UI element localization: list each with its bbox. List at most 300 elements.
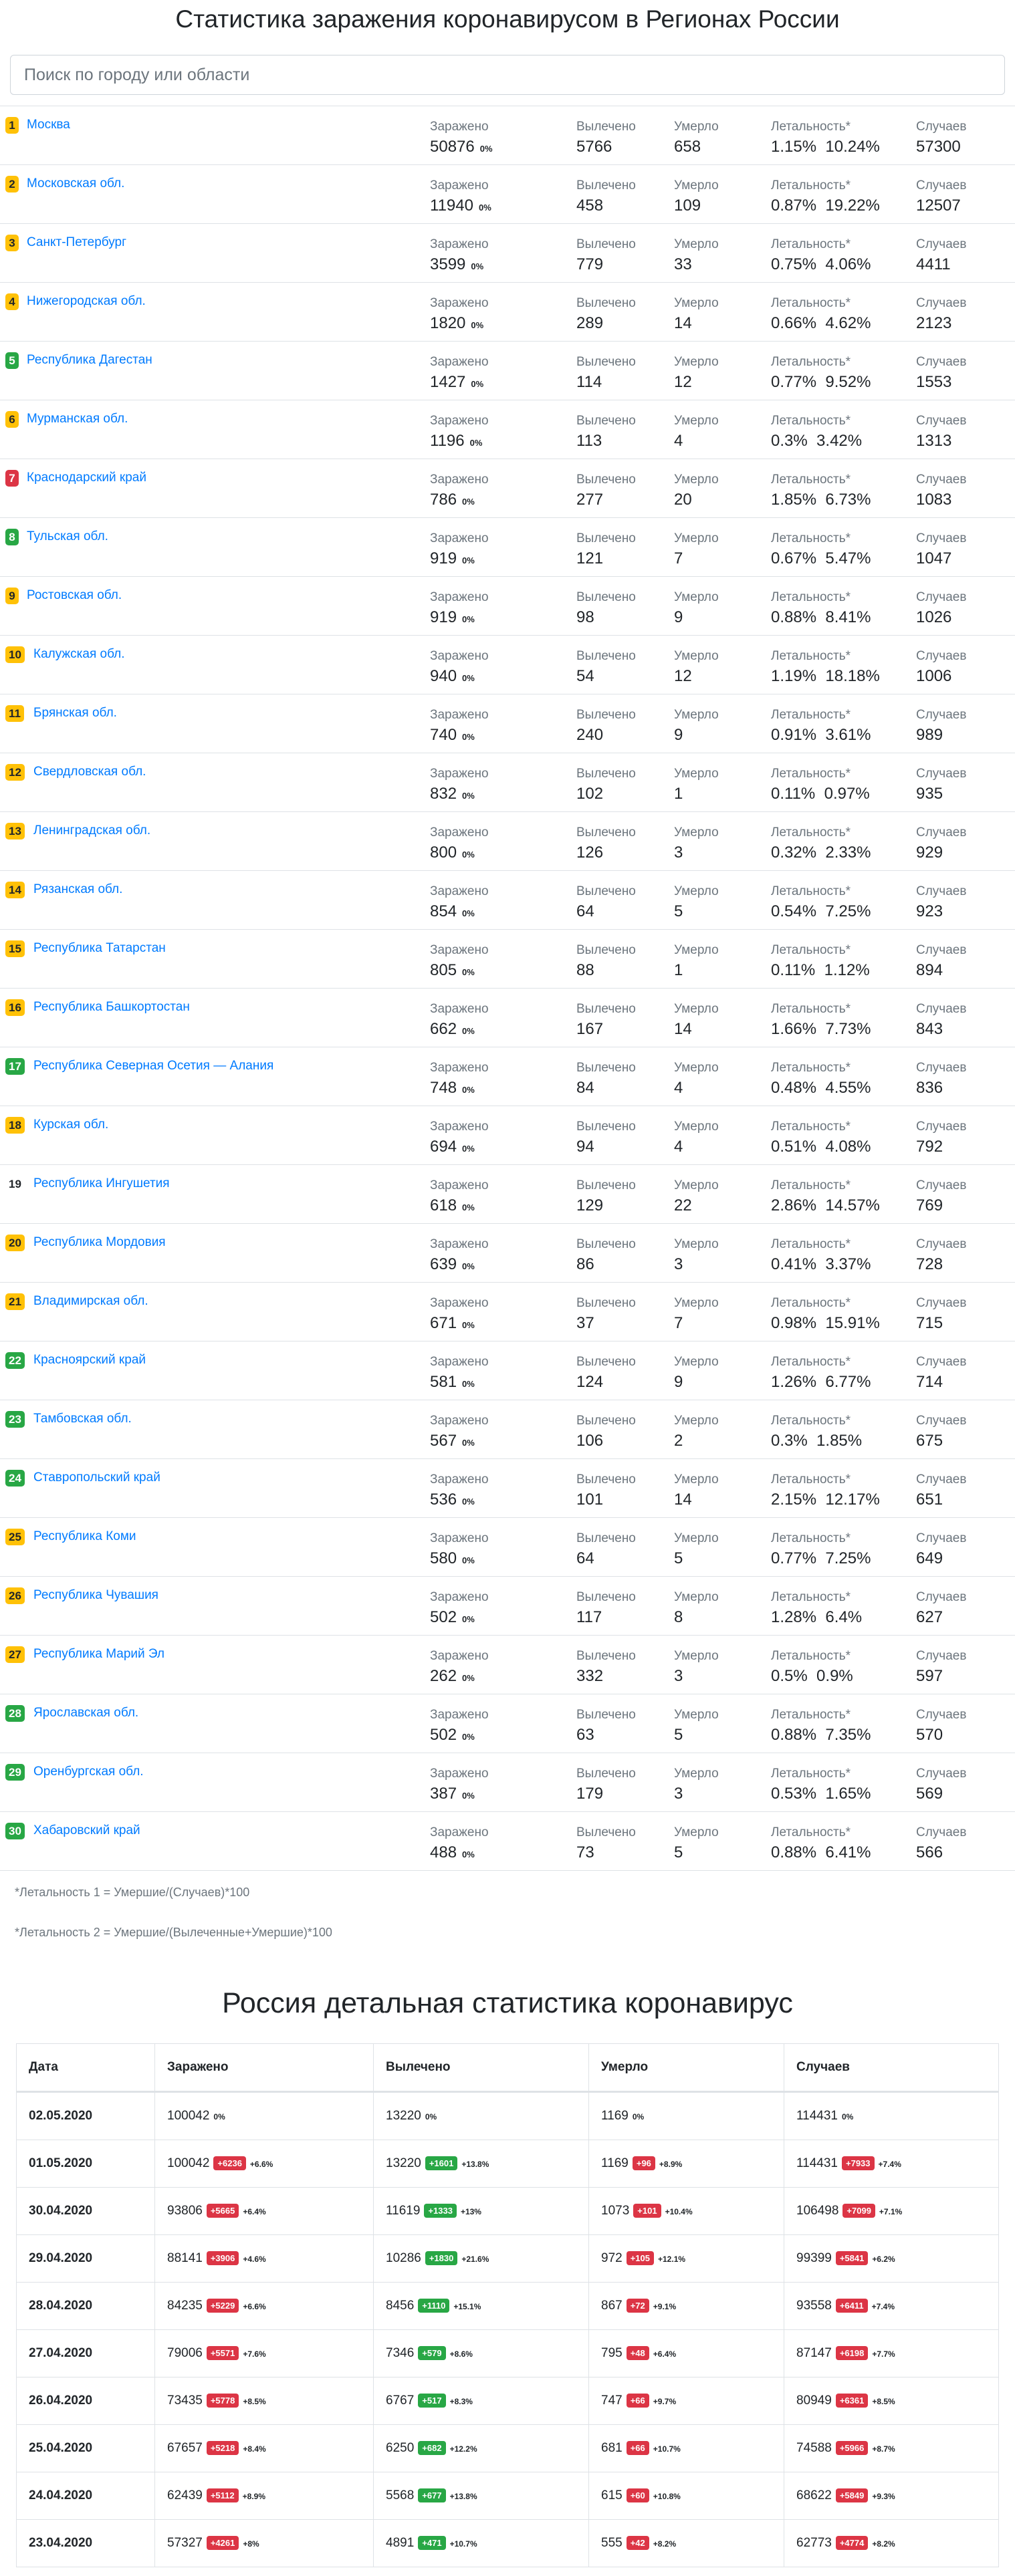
region-link[interactable]: Красноярский край [33, 1353, 146, 1367]
recovered-label: Вылечено [576, 943, 636, 957]
rec-value: 5568 [386, 2488, 415, 2502]
cases-delta-badge: +6361 [836, 2394, 869, 2408]
infected-label: Заражено [430, 1178, 489, 1192]
lethality-1: 0.88% [771, 1843, 817, 1861]
inf-delta-pct: +7.6% [243, 2349, 266, 2359]
inf-value: 88141 [167, 2251, 203, 2265]
cases-cell [784, 2330, 999, 2377]
region-link[interactable]: Рязанская обл. [33, 882, 123, 896]
region-link[interactable]: Брянская обл. [33, 706, 117, 720]
recovered-cell [374, 2425, 589, 2472]
lethality-value [771, 1726, 871, 1745]
recovered-label: Вылечено [576, 1531, 636, 1545]
region-row [0, 224, 1015, 283]
region-link[interactable]: Республика Мордовия [33, 1235, 166, 1249]
rank-badge: 24 [5, 1470, 25, 1487]
lethality-2: 12.17% [825, 1491, 880, 1509]
cases-label: Случаев [916, 1178, 967, 1192]
infected-pct: 0% [462, 1202, 475, 1212]
recovered-value: 54 [576, 667, 594, 685]
infected-value [430, 373, 483, 392]
lethality-label: Летальность* [771, 473, 851, 487]
cases-cell [784, 2472, 999, 2520]
rec-delta-pct: +8.6% [449, 2349, 473, 2359]
region-link[interactable]: Республика Башкортостан [33, 1000, 190, 1014]
region-link[interactable]: Ярославская обл. [33, 1706, 139, 1720]
died-value: 12 [674, 667, 692, 685]
cases-delta-badge: +6411 [836, 2299, 868, 2313]
infected-label: Заражено [430, 943, 489, 957]
lethality-2: 3.42% [816, 432, 863, 450]
recovered-cell [374, 2283, 589, 2330]
recovered-value: 37 [576, 1314, 594, 1332]
rank-badge: 18 [5, 1117, 25, 1134]
recovered-label: Вылечено [576, 296, 636, 310]
recovered-cell [374, 2520, 589, 2567]
recovered-label: Вылечено [576, 1472, 636, 1487]
region-row [0, 694, 1015, 753]
infected-count: 488 [430, 1843, 457, 1861]
recovered-value: 101 [576, 1491, 604, 1509]
lethality-1: 1.85% [771, 491, 817, 509]
cases-value: 12507 [916, 197, 961, 215]
died-value: 4 [674, 1138, 683, 1156]
cases-value: 106498 [796, 2204, 839, 2218]
header-recovered: Вылечено [374, 2044, 589, 2092]
cases-value: 569 [916, 1785, 943, 1803]
rank-badge: 12 [5, 764, 25, 781]
cases-cell [784, 2235, 999, 2283]
region-link[interactable]: Краснодарский край [27, 471, 146, 485]
region-link[interactable]: Владимирская обл. [33, 1294, 148, 1308]
region-row [0, 1459, 1015, 1518]
died-label: Умерло [674, 767, 719, 781]
rec-delta-badge: +1110 [418, 2299, 449, 2313]
infected-value [430, 138, 493, 156]
cases-value: 99399 [796, 2251, 832, 2265]
rank-badge: 2 [5, 176, 19, 192]
cases-value: 675 [916, 1432, 943, 1450]
lethality-label: Летальность* [771, 1414, 851, 1428]
rec-delta-pct: 0% [425, 2112, 437, 2121]
search-container [0, 40, 1015, 95]
recovered-label: Вылечено [576, 590, 636, 604]
lethality-value [771, 785, 870, 803]
date-cell: 28.04.2020 [17, 2283, 155, 2330]
infected-pct: 0% [479, 144, 493, 154]
recovered-cell [374, 2330, 589, 2377]
died-delta-badge: +66 [627, 2394, 649, 2408]
date-cell: 24.04.2020 [17, 2472, 155, 2520]
infected-count: 832 [430, 785, 457, 803]
lethality-2: 4.62% [825, 314, 871, 332]
rank-badge: 8 [5, 529, 19, 545]
infected-cell [155, 2520, 374, 2567]
region-link[interactable]: Республика Чувашия [33, 1588, 158, 1602]
lethality-value [771, 1608, 862, 1627]
inf-delta-pct: +8.4% [243, 2444, 266, 2454]
died-label: Умерло [674, 1649, 719, 1663]
recovered-value: 117 [576, 1608, 602, 1626]
lethality-label: Летальность* [771, 237, 851, 251]
infected-value [430, 1255, 475, 1274]
lethality-1: 0.53% [771, 1785, 817, 1803]
rank-badge: 10 [5, 646, 25, 663]
rec-delta-pct: +8.3% [449, 2397, 473, 2406]
lethality-label: Летальность* [771, 178, 851, 192]
lethality-2: 3.37% [825, 1255, 871, 1273]
table-row [17, 2425, 999, 2472]
recovered-value: 332 [576, 1667, 604, 1685]
lethality-label: Летальность* [771, 1355, 851, 1369]
died-value: 7 [674, 1314, 683, 1332]
lethality-2: 6.41% [825, 1843, 871, 1861]
cases-value: 68622 [796, 2488, 832, 2502]
infected-value [430, 785, 475, 803]
infected-label: Заражено [430, 825, 489, 840]
infected-count: 805 [430, 961, 457, 979]
recovered-label: Вылечено [576, 708, 636, 722]
infected-label: Заражено [430, 296, 489, 310]
recovered-value: 102 [576, 785, 604, 803]
recovered-value: 289 [576, 314, 604, 332]
lethality-2: 6.73% [825, 491, 871, 509]
infected-pct: 0% [462, 1438, 475, 1448]
region-link[interactable]: Нижегородская обл. [27, 294, 146, 308]
died-delta-badge: +42 [627, 2536, 649, 2550]
lethality-1: 0.98% [771, 1314, 817, 1332]
table-row [17, 2092, 999, 2140]
cases-label: Случаев [916, 178, 967, 192]
infected-label: Заражено [430, 1120, 489, 1134]
daily-stats-title: Россия детальная статистика коронавирус [222, 1987, 793, 2019]
header-cases: Случаев [784, 2044, 999, 2092]
infected-pct: 0% [462, 555, 475, 565]
cases-label: Случаев [916, 649, 967, 663]
infected-pct: 0% [462, 1673, 475, 1683]
lethality-value [771, 1079, 871, 1098]
recovered-value: 240 [576, 726, 604, 744]
cases-cell [784, 2425, 999, 2472]
infected-cell [155, 2425, 374, 2472]
died-label: Умерло [674, 1708, 719, 1722]
died-label: Умерло [674, 1414, 719, 1428]
lethality-1: 0.51% [771, 1138, 817, 1156]
died-value: 5 [674, 1843, 683, 1861]
region-row [0, 165, 1015, 224]
recovered-label: Вылечено [576, 1237, 636, 1251]
cases-delta-pct: +9.3% [872, 2492, 895, 2501]
region-row [0, 871, 1015, 930]
rec-delta-pct: +21.6% [461, 2255, 489, 2264]
infected-label: Заражено [430, 1531, 489, 1545]
died-value: 2 [674, 1432, 683, 1450]
cases-delta-pct: +7.4% [878, 2160, 901, 2169]
died-value: 4 [674, 432, 683, 450]
region-link[interactable]: Москва [27, 118, 70, 132]
date-cell: 23.04.2020 [17, 2520, 155, 2567]
region-link[interactable]: Хабаровский край [33, 1823, 140, 1837]
region-link[interactable]: Свердловская обл. [33, 765, 146, 779]
infected-count: 1820 [430, 314, 466, 332]
died-value: 5 [674, 902, 683, 920]
cases-delta-badge: +7099 [842, 2204, 875, 2218]
search-input[interactable] [10, 55, 1005, 95]
lethality-label: Летальность* [771, 531, 851, 545]
region-link[interactable]: Республика Ингушетия [33, 1176, 170, 1190]
died-label: Умерло [674, 473, 719, 487]
infected-pct: 0% [471, 320, 484, 330]
died-delta-badge: +105 [627, 2251, 654, 2265]
infected-value [430, 1373, 475, 1392]
inf-delta-pct: +4.6% [243, 2255, 266, 2264]
rank-badge: 4 [5, 293, 19, 310]
cases-delta-badge: +5966 [836, 2441, 869, 2455]
rec-value: 10286 [386, 2251, 421, 2265]
lethality-value [771, 961, 870, 980]
infected-value [430, 197, 491, 215]
cases-value: 929 [916, 844, 943, 862]
cases-label: Случаев [916, 237, 967, 251]
recovered-value: 277 [576, 491, 604, 509]
infected-count: 567 [430, 1432, 457, 1450]
region-link[interactable]: Курская обл. [33, 1118, 109, 1132]
cases-value: 80949 [796, 2394, 832, 2408]
infected-value [430, 1843, 475, 1862]
region-link[interactable]: Мурманская обл. [27, 412, 128, 426]
lethality-2: 19.22% [825, 197, 880, 215]
lethality-value [771, 1255, 871, 1274]
infected-pct: 0% [462, 1261, 475, 1271]
died-label: Умерло [674, 120, 719, 134]
lethality-value [771, 1373, 871, 1392]
lethality-value [771, 432, 862, 450]
lethality-2: 3.61% [825, 726, 871, 744]
lethality-1: 0.91% [771, 726, 817, 744]
lethality-value [771, 844, 871, 862]
region-link[interactable]: Республика Дагестан [27, 353, 152, 367]
died-label: Умерло [674, 1825, 719, 1839]
died-label: Умерло [674, 237, 719, 251]
died-value: 9 [674, 726, 683, 744]
cases-value: 836 [916, 1079, 943, 1097]
region-link[interactable]: Московская обл. [27, 176, 125, 190]
lethality-2: 8.41% [825, 608, 871, 626]
infected-pct: 0% [462, 1732, 475, 1742]
infected-pct: 0% [462, 1026, 475, 1036]
lethality-2: 1.85% [816, 1432, 863, 1450]
lethality-label: Летальность* [771, 1237, 851, 1251]
lethality-1: 1.15% [771, 138, 817, 156]
rank-badge: 1 [5, 117, 19, 134]
infected-value [430, 1726, 475, 1745]
cases-value: 769 [916, 1196, 943, 1214]
lethality-1: 0.87% [771, 197, 817, 215]
cases-cell [784, 2188, 999, 2235]
infected-value [430, 844, 475, 862]
lethality-1: 0.41% [771, 1255, 817, 1273]
region-link[interactable]: Республика Коми [33, 1529, 136, 1543]
rank-badge: 23 [5, 1411, 25, 1428]
died-cell [589, 2520, 784, 2567]
died-value: 5 [674, 1726, 683, 1744]
cases-cell [784, 2377, 999, 2425]
lethality-1: 0.3% [771, 432, 808, 450]
lethality-value [771, 549, 871, 568]
infected-pct: 0% [462, 850, 475, 860]
died-value: 4 [674, 1079, 683, 1097]
died-value: 14 [674, 1020, 692, 1038]
infected-label: Заражено [430, 1237, 489, 1251]
cases-delta-badge: +4774 [836, 2536, 869, 2550]
died-delta-pct: +8.2% [653, 2539, 677, 2549]
infected-count: 502 [430, 1726, 457, 1744]
cases-delta-badge: +5849 [836, 2488, 869, 2502]
region-row [0, 106, 1015, 165]
cases-delta-badge: +5841 [836, 2251, 869, 2265]
infected-label: Заражено [430, 1708, 489, 1722]
lethality-label: Летальность* [771, 1472, 851, 1487]
region-link[interactable]: Ростовская обл. [27, 588, 122, 602]
infected-cell [155, 2330, 374, 2377]
died-label: Умерло [674, 884, 719, 898]
died-cell [589, 2472, 784, 2520]
infected-value [430, 1196, 475, 1215]
cases-label: Случаев [916, 355, 967, 369]
lethality-2: 4.06% [825, 255, 871, 273]
cases-label: Случаев [916, 1237, 967, 1251]
lethality-2: 7.25% [825, 1549, 871, 1567]
inf-value: 93806 [167, 2204, 203, 2218]
died-delta-pct: 0% [632, 2112, 645, 2121]
infected-value [430, 667, 475, 686]
died-cell [589, 2377, 784, 2425]
region-link[interactable]: Ленинградская обл. [33, 823, 151, 838]
infected-count: 580 [430, 1549, 457, 1567]
lethality-value [771, 1196, 880, 1215]
infected-count: 1427 [430, 373, 466, 391]
recovered-cell [374, 2472, 589, 2520]
inf-delta-pct: +8% [243, 2539, 259, 2549]
region-row [0, 459, 1015, 518]
recovered-value: 129 [576, 1196, 604, 1214]
table-row [17, 2188, 999, 2235]
region-link[interactable]: Республика Татарстан [33, 941, 166, 955]
infected-label: Заражено [430, 1825, 489, 1839]
rank-badge: 6 [5, 411, 19, 428]
rec-delta-badge: +682 [418, 2441, 445, 2455]
died-label: Умерло [674, 1767, 719, 1781]
recovered-label: Вылечено [576, 178, 636, 192]
infected-count: 786 [430, 491, 457, 509]
lethality-1: 1.19% [771, 667, 817, 685]
inf-value: 57327 [167, 2536, 203, 2550]
died-value: 1073 [601, 2204, 630, 2218]
infected-pct: 0% [462, 967, 475, 977]
cases-value: 62773 [796, 2536, 832, 2550]
died-cell [589, 2092, 784, 2140]
died-value: 1169 [601, 2109, 629, 2123]
inf-delta-pct: +6.6% [243, 2302, 266, 2311]
region-link[interactable]: Тульская обл. [27, 529, 108, 543]
rank-badge: 9 [5, 588, 19, 604]
cases-value: 2123 [916, 314, 952, 332]
table-row [17, 2472, 999, 2520]
cases-label: Случаев [916, 825, 967, 840]
lethality-1: 0.75% [771, 255, 817, 273]
died-delta-pct: +9.1% [653, 2302, 677, 2311]
cases-value: 1313 [916, 432, 952, 450]
infected-pct: 0% [462, 908, 475, 918]
cases-label: Случаев [916, 120, 967, 134]
died-cell [589, 2140, 784, 2188]
died-delta-pct: +9.7% [653, 2397, 677, 2406]
lethality-2: 7.25% [825, 902, 871, 920]
region-link[interactable]: Санкт-Петербург [27, 235, 127, 249]
cases-value: 989 [916, 726, 943, 744]
infected-cell [155, 2140, 374, 2188]
lethality-1: 2.15% [771, 1491, 817, 1509]
recovered-label: Вылечено [576, 1178, 636, 1192]
lethality-1: 0.67% [771, 549, 817, 567]
header-died: Умерло [589, 2044, 784, 2092]
region-row [0, 1636, 1015, 1694]
cases-value: 570 [916, 1726, 943, 1744]
cases-delta-pct: +7.1% [879, 2207, 903, 2216]
infected-label: Заражено [430, 1649, 489, 1663]
infected-pct: 0% [462, 1085, 475, 1095]
region-row [0, 283, 1015, 342]
lethality-label: Летальность* [771, 414, 851, 428]
recovered-label: Вылечено [576, 120, 636, 134]
region-link[interactable]: Ставропольский край [33, 1470, 160, 1485]
region-row [0, 342, 1015, 400]
region-link[interactable]: Республика Марий Эл [33, 1647, 165, 1661]
cases-value: 792 [916, 1138, 943, 1156]
region-link[interactable]: Оренбургская обл. [33, 1765, 144, 1779]
region-link[interactable]: Республика Северная Осетия — Алания [33, 1059, 274, 1073]
rec-delta-badge: +1601 [425, 2156, 458, 2170]
region-link[interactable]: Тамбовская обл. [33, 1412, 132, 1426]
lethality-2: 0.97% [824, 785, 870, 803]
lethality-1: 0.11% [771, 785, 816, 803]
lethality-1: 0.48% [771, 1079, 817, 1097]
rank-badge: 21 [5, 1293, 25, 1310]
rank-badge: 17 [5, 1058, 25, 1075]
inf-value: 84235 [167, 2299, 203, 2313]
lethality-label: Летальность* [771, 296, 851, 310]
lethality-2: 0.9% [816, 1667, 853, 1685]
infected-cell [155, 2188, 374, 2235]
date-cell: 01.05.2020 [17, 2140, 155, 2188]
region-row [0, 1694, 1015, 1753]
lethality-label: Летальность* [771, 1649, 851, 1663]
infected-label: Заражено [430, 767, 489, 781]
inf-value: 100042 [167, 2156, 210, 2170]
inf-delta-pct: +6.4% [243, 2207, 266, 2216]
table-row [17, 2377, 999, 2425]
rank-badge: 14 [5, 882, 25, 898]
region-link[interactable]: Калужская обл. [33, 647, 125, 661]
date-cell: 26.04.2020 [17, 2377, 155, 2425]
infected-pct: 0% [462, 497, 475, 507]
rank-badge: 13 [5, 823, 25, 840]
cases-value: 894 [916, 961, 943, 979]
recovered-value: 179 [576, 1785, 604, 1803]
died-value: 33 [674, 255, 692, 273]
infected-count: 581 [430, 1373, 457, 1391]
recovered-label: Вылечено [576, 1296, 636, 1310]
